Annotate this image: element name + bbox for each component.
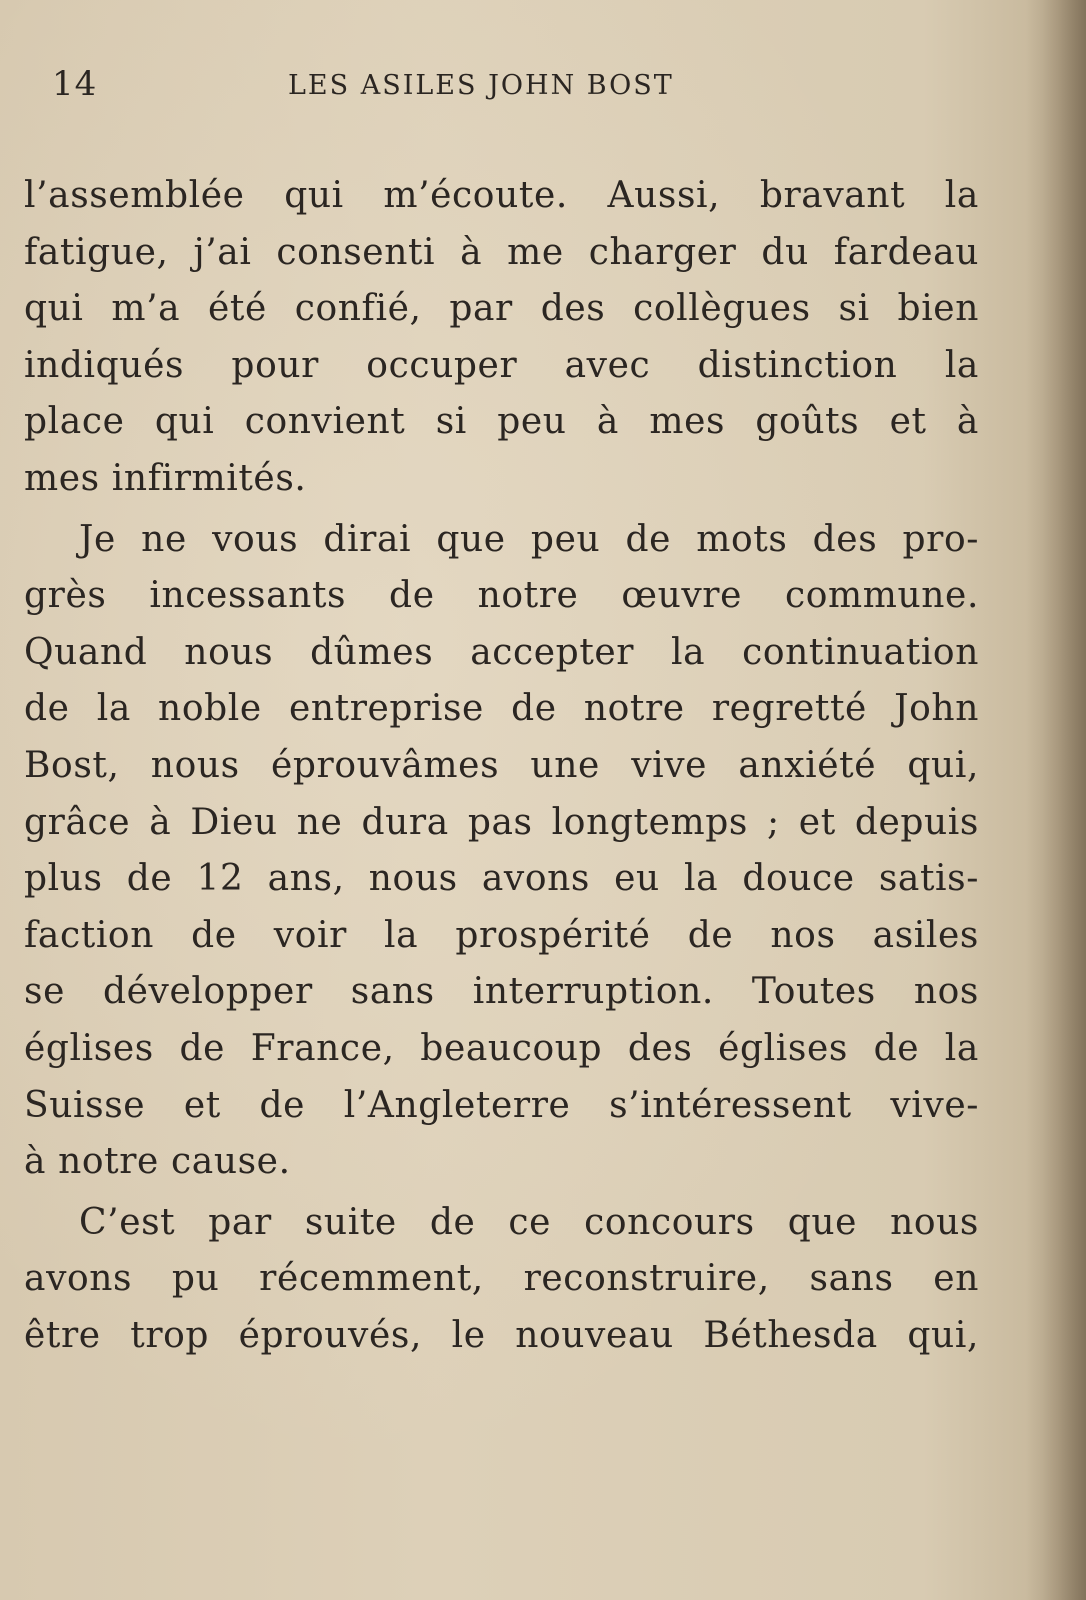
text-line: faction de voir la prospérité de nos asiles <box>24 914 979 956</box>
text-line: Quand nous dûmes accepter la continuation <box>24 631 979 673</box>
text-line: à notre cause. <box>24 1141 291 1183</box>
text-line: grâce à Dieu ne dura pas longtemps ; et depuis <box>24 801 979 843</box>
text-line: Bost, nous éprouvâmes une vive anxiété qui, <box>24 744 979 786</box>
text-line: place qui convient si peu à mes goûts et à <box>24 401 979 443</box>
text-line: églises de France, beaucoup des églises de la <box>24 1027 979 1069</box>
running-title: LES ASILES JOHN BOST <box>288 70 674 101</box>
page-number: 14 <box>52 64 98 104</box>
text-line: fatigue, j’ai consenti à me charger du fardeau <box>24 231 979 273</box>
text-line: grès incessants de notre œuvre commune. <box>24 575 979 617</box>
text-line: se développer sans interruption. Toutes nos <box>24 971 979 1013</box>
text-line: avons pu récemment, reconstruire, sans en <box>24 1258 979 1300</box>
spine-shadow <box>1026 0 1086 1600</box>
text-line: indiqués pour occuper avec distinction la <box>24 344 979 386</box>
text-line: plus de 12 ans, nous avons eu la douce satis- <box>24 858 979 900</box>
paragraph-start-line: Je ne vous dirai que peu de mots des pro- <box>79 518 979 560</box>
text-line: être trop éprouvés, le nouveau Béthesda qui, <box>24 1314 979 1356</box>
text-line: Suisse et de l’Angleterre s’intéressent vive- <box>24 1084 979 1126</box>
text-line: de la noble entreprise de notre regretté John <box>24 688 979 730</box>
text-line: mes infirmités. <box>24 457 307 499</box>
paragraph-start-line: C’est par suite de ce concours que nous <box>79 1201 979 1243</box>
text-line: qui m’a été confié, par des collègues si bien <box>24 288 979 330</box>
text-line: l’assemblée qui m’écoute. Aussi, bravant la <box>24 175 979 216</box>
page-header <box>0 64 1086 114</box>
body-text <box>24 168 979 1364</box>
